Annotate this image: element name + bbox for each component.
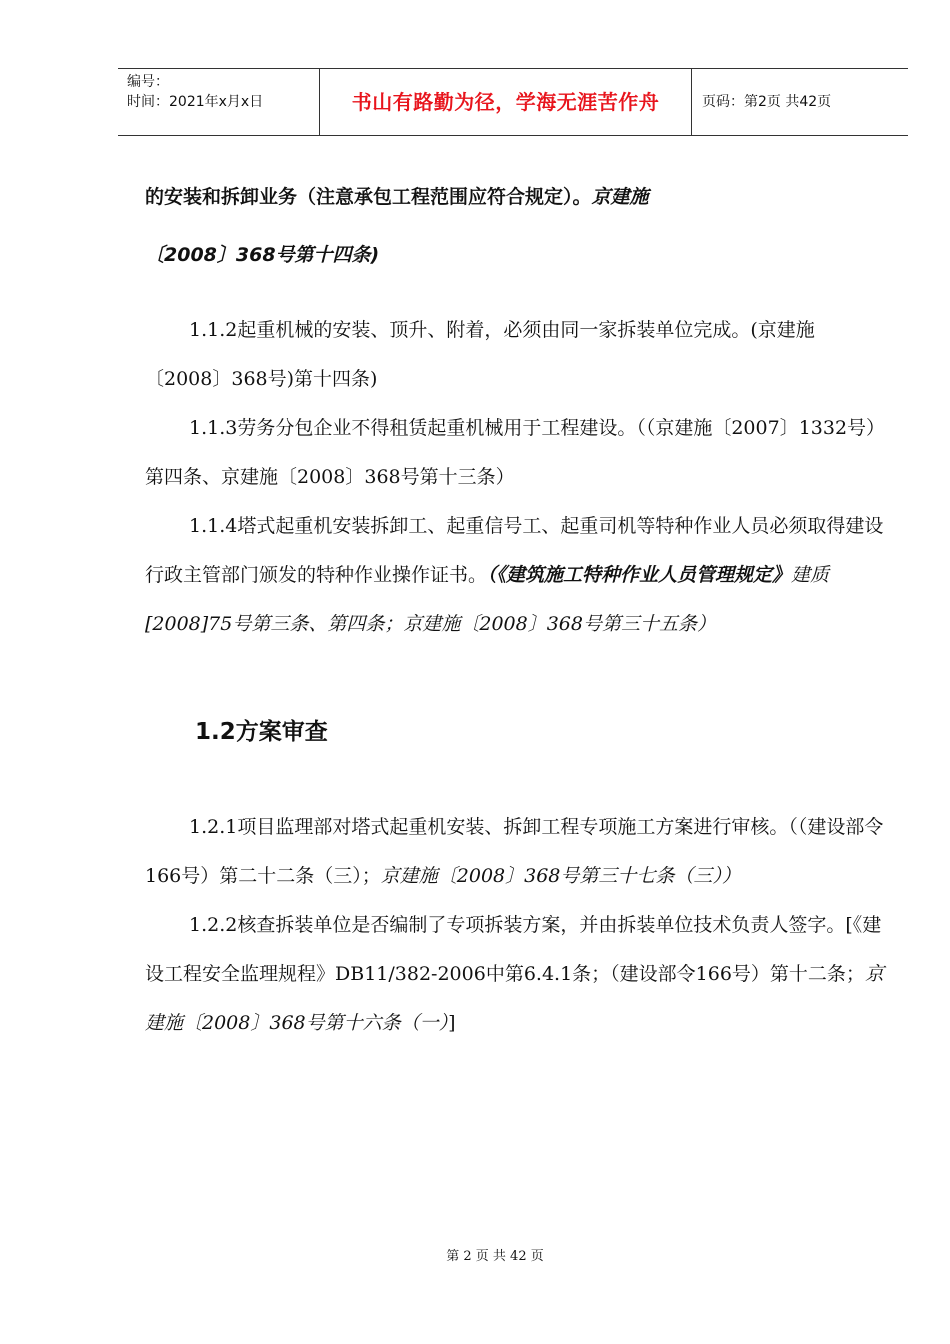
- paragraph-1-2-1: [145, 803, 890, 901]
- page-footer: 第 2 页 共 42 页: [446, 1249, 544, 1264]
- header-info-cell: [118, 69, 320, 135]
- header-motto: 书山有路勤为径，学海无涯苦作舟: [320, 69, 692, 135]
- document-body-section-2: [145, 803, 890, 1048]
- paragraph-continuation-ref-2: 〔2008〕368号第十四条): [145, 244, 380, 266]
- page-header: [118, 68, 908, 136]
- paragraph-1-1-4-ref: 建质[2008]75号第三条、第四条；京建施〔2008〕368号第三十五条）: [145, 564, 830, 635]
- paragraph-1-1-4-ref-title: （《建筑施工特种作业人员管理规定》: [487, 564, 792, 586]
- paragraph-1-2-2-ref: 京建施〔2008〕368号第十六条（一）: [145, 963, 884, 1034]
- paragraph-1-2-1-ref: 京建施〔2008〕368号第三十七条（三））: [380, 865, 741, 887]
- paragraph-1-1-4: [145, 502, 890, 649]
- time-label: 时间：2021年x月x日: [127, 94, 264, 110]
- paragraph-continuation-ref: 京建施: [591, 186, 649, 208]
- section-heading: 1.2方案审查: [195, 719, 328, 745]
- document-body: [145, 168, 890, 649]
- paragraph-continuation: [145, 168, 890, 284]
- paragraph-1-2-2-text: 1.2.2核查拆装单位是否编制了专项拆装方案，并由拆装单位技术负责人签字。[《建设工程安全监理规程》DB11/382-2006中第6.4.1条；（建设部令166号）第十二条；: [145, 914, 882, 985]
- header-page-label: [692, 69, 908, 135]
- paragraph-continuation-text: 的安装和拆卸业务（注意承包工程范围应符合规定）。: [145, 186, 592, 208]
- paragraph-1-1-3: 1.1.3劳务分包企业不得租赁起重机械用于工程建设。（（京建施〔2007〕1332号）第四条、京建施〔2008〕368号第十三条）: [145, 417, 886, 488]
- paragraph-1-2-1-text: 1.2.1项目监理部对塔式起重机安装、拆卸工程专项施工方案进行审核。（（建设部令166号）第二十二条（三）；: [145, 816, 884, 887]
- paragraph-1-1-4-text: 1.1.4塔式起重机安装拆卸工、起重信号工、起重司机等特种作业人员必须取得建设行政主管部门颁发的特种作业操作证书。: [145, 515, 884, 586]
- paragraph-1-2-2: [145, 901, 890, 1048]
- paragraph-1-1-2: 1.1.2起重机械的安装、顶升、附着，必须由同一家拆装单位完成。(京建施〔2008〕368号)第十四条): [145, 319, 815, 390]
- paragraph-1-2-2-close: ]: [448, 1012, 456, 1034]
- page-label: 页码：第2页 共42页: [702, 94, 832, 110]
- code-label: 编号：: [127, 74, 169, 90]
